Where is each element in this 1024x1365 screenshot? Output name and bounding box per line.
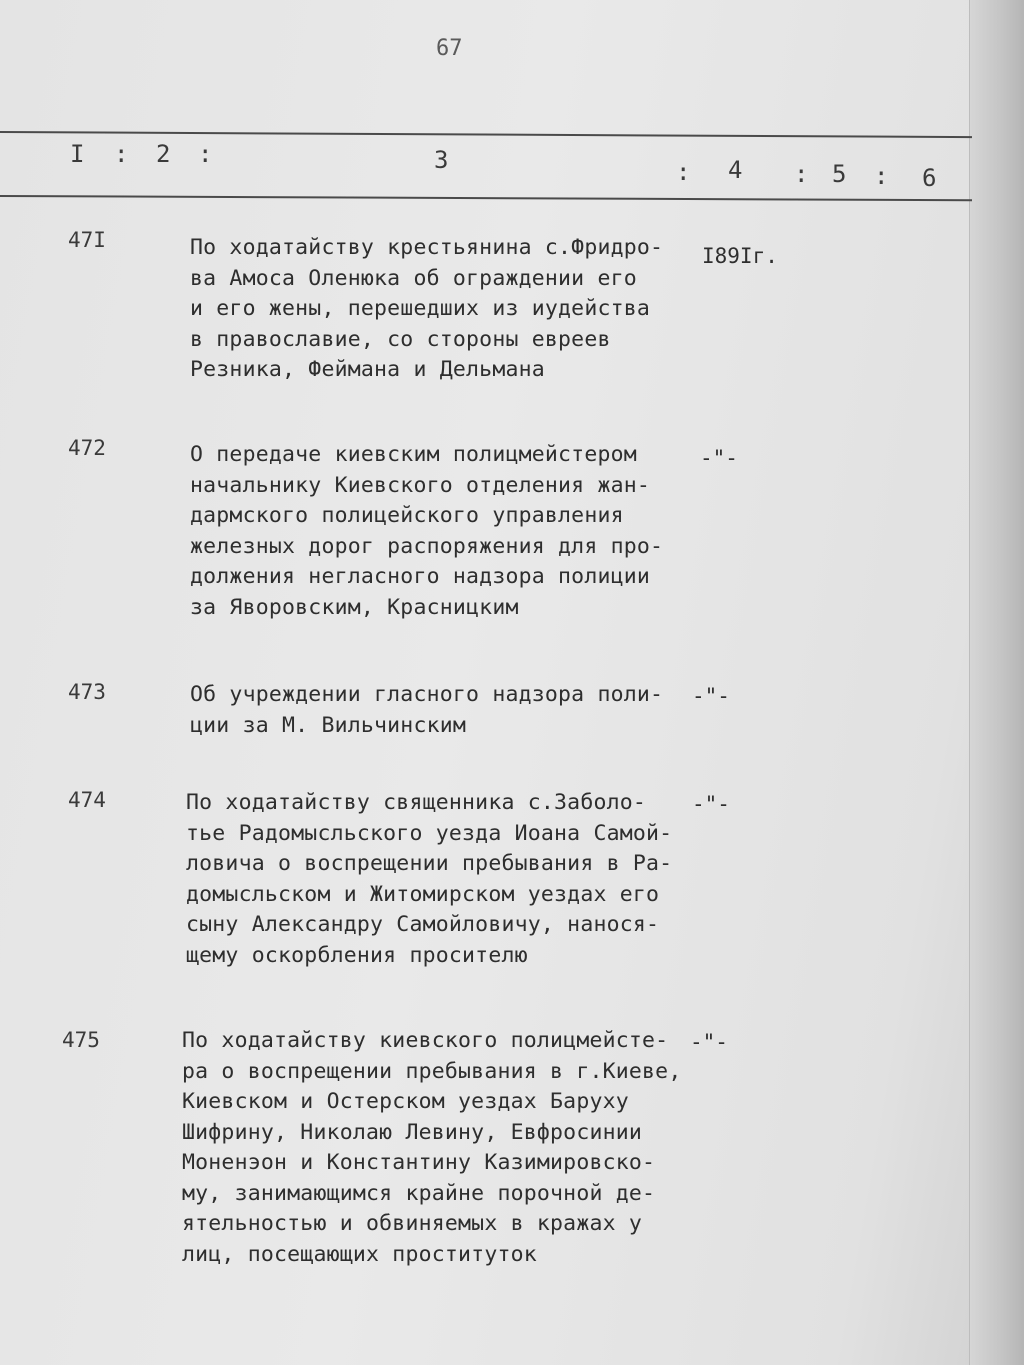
- header-col-4: 4: [728, 156, 743, 184]
- entry-line: в православие, со стороны евреев: [190, 326, 611, 352]
- entry-line: домысльском и Житомирском уездах его: [186, 881, 660, 907]
- entry-line: ра о воспрещении пребывания в г.Киеве,: [182, 1058, 682, 1084]
- entry-line: железных дорог распоряжения для про-: [190, 533, 664, 559]
- header-col-2: 2: [156, 140, 171, 168]
- page-edge-shadow: [969, 0, 1024, 1365]
- entry-line: и его жены, перешедших из иудейства: [190, 296, 651, 321]
- entry-line: Шифрину, Николаю Левину, Евфросинии: [182, 1119, 643, 1145]
- entry-date: -"-: [700, 446, 738, 470]
- entry-line: ва Амоса Оленюка об ограждении его: [190, 265, 637, 291]
- entry-line: По ходатайству крестьянина с.Фридро-: [190, 235, 664, 260]
- header-sep-4: :: [794, 160, 809, 188]
- entry-line: Моненэон и Константину Казимировско-: [182, 1150, 656, 1175]
- header-col-5: 5: [832, 160, 847, 188]
- entry-number: 474: [68, 788, 106, 812]
- entry-line: ции за М. Вильчинским: [190, 712, 467, 738]
- entry-line: дармского полицейского управления: [190, 503, 624, 528]
- page-number: 67: [436, 36, 463, 61]
- entry-line: должения негласного надзора полиции: [190, 564, 651, 589]
- entry-line: за Яворовским, Красницким: [190, 594, 519, 620]
- entry-line: сыну Александру Самойловичу, нанося-: [186, 912, 660, 937]
- entry-description: [186, 788, 686, 971]
- entry-line: По ходатайству священника с.Заболо-: [186, 790, 647, 815]
- entry-line: щему оскорбления просителю: [186, 942, 528, 968]
- entry-description: [182, 1026, 682, 1270]
- entry-number: 475: [62, 1028, 100, 1052]
- entry-line: ятельностью и обвиняемых в кражах у: [182, 1211, 643, 1236]
- header-col-6: 6: [922, 164, 937, 192]
- entry-description: [190, 440, 690, 623]
- entry-line: О передаче киевским полицмейстером: [190, 442, 637, 467]
- entry-line: тье Радомысльского уезда Иоана Самой-: [186, 820, 673, 846]
- header-bottom-rule: [0, 195, 972, 201]
- entry-description: [190, 680, 690, 741]
- entry-number: 472: [68, 436, 106, 460]
- entry-line: Киевском и Остерском уездах Баруху: [182, 1089, 629, 1114]
- entry-line: По ходатайству киевского полицмейсте-: [182, 1028, 669, 1053]
- entry-line: му, занимающимся крайне порочной де-: [182, 1180, 656, 1206]
- header-top-rule: [0, 131, 972, 138]
- entry-line: Об учреждении гласного надзора поли-: [190, 682, 664, 707]
- header-col-1: I: [70, 140, 85, 168]
- entry-line: Резника, Феймана и Дельмана: [190, 357, 545, 382]
- header-sep-2: :: [198, 140, 213, 168]
- entry-number: 47I: [68, 228, 106, 252]
- entry-line: ловича о воспрещении пребывания в Ра-: [186, 851, 673, 876]
- entry-line: лиц, посещающих проституток: [182, 1241, 537, 1267]
- entry-date: -"-: [692, 684, 730, 708]
- header-col-3: 3: [434, 146, 449, 174]
- entry-number: 473: [68, 680, 106, 704]
- entry-line: начальнику Киевского отделения жан-: [190, 472, 651, 498]
- entry-description: [190, 233, 690, 386]
- header-sep-1: :: [114, 140, 129, 168]
- entry-date: -"-: [690, 1030, 728, 1054]
- entry-date: -"-: [692, 792, 730, 816]
- header-sep-3: :: [676, 158, 691, 186]
- entry-date: I89Iг.: [702, 244, 778, 268]
- header-sep-5: :: [874, 162, 889, 190]
